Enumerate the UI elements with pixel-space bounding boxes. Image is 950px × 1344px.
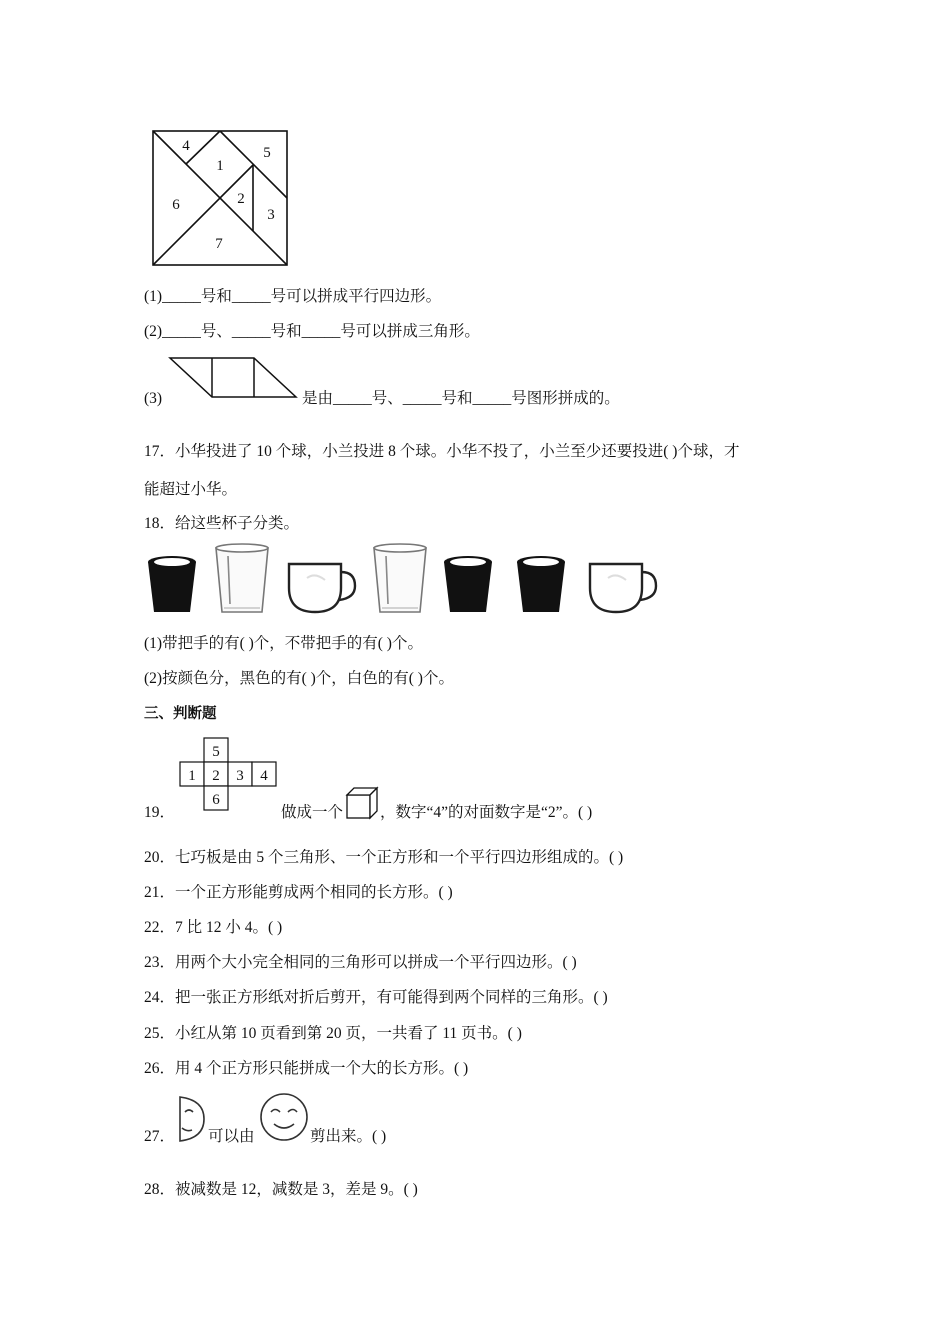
composite-parallelogram-figure: [168, 356, 300, 400]
net-label-5: 5: [212, 744, 220, 760]
q16-part3-number: (3): [144, 390, 163, 407]
cube-net-figure: [178, 736, 280, 810]
glass-icon: [370, 542, 430, 616]
q25: 25．小红从第 10 页看到第 20 页，一共看了 11 页书。( ): [144, 1025, 522, 1042]
tangram-label-5: 5: [263, 145, 271, 161]
tangram-label-2: 2: [237, 191, 245, 207]
q19-rest: ，数字“4”的对面数字是“2”。( ): [380, 804, 593, 821]
q19-middle: 做成一个: [281, 804, 344, 821]
q17-line1: 17．小华投进了 10 个球，小兰投进 8 个球。小华不投了，小兰至少还要投进( )个球，才: [144, 443, 740, 460]
q28: 28．被减数是 12，减数是 3，差是 9。( ): [144, 1181, 418, 1198]
tangram-figure: [150, 128, 290, 268]
half-face-icon: [177, 1094, 207, 1144]
black-cup-icon: [514, 554, 568, 616]
glass-icon: [212, 542, 272, 616]
tangram-label-1: 1: [216, 158, 224, 174]
tangram-label-3: 3: [267, 207, 275, 223]
q21: 21．一个正方形能剪成两个相同的长方形。( ): [144, 884, 453, 901]
q16-part3-text: 是由_____号、_____号和_____号图形拼成的。: [302, 390, 620, 407]
net-label-2: 2: [212, 768, 220, 784]
cube-icon: [345, 786, 379, 820]
q18-sub2: (2)按颜色分，黑色的有( )个，白色的有( )个。: [144, 670, 454, 687]
tangram-label-6: 6: [172, 197, 180, 213]
smiley-face-icon: [259, 1092, 309, 1142]
q16-part1: (1)_____号和_____号可以拼成平行四边形。: [144, 288, 442, 305]
net-label-6: 6: [212, 792, 220, 808]
q22: 22．7 比 12 小 4。( ): [144, 919, 283, 936]
tangram-label-7: 7: [215, 236, 223, 252]
q19-number: 19．: [144, 804, 176, 821]
q16-part2: (2)_____号、_____号和_____号可以拼成三角形。: [144, 323, 480, 340]
q26: 26．用 4 个正方形只能拼成一个大的长方形。( ): [144, 1060, 469, 1077]
q17-line2: 能超过小华。: [144, 481, 238, 498]
black-cup-icon: [441, 554, 495, 616]
net-label-3: 3: [236, 768, 244, 784]
white-mug-icon: [586, 558, 660, 616]
q20: 20．七巧板是由 5 个三角形、一个正方形和一个平行四边形组成的。( ): [144, 849, 624, 866]
black-cup-icon: [145, 554, 199, 616]
white-mug-icon: [285, 558, 359, 616]
q18-title: 18．给这些杯子分类。: [144, 515, 300, 532]
q27-rest: 剪出来。( ): [310, 1128, 387, 1145]
q24: 24．把一张正方形纸对折后剪开，有可能得到两个同样的三角形。( ): [144, 989, 608, 1006]
net-label-1: 1: [188, 768, 196, 784]
q18-sub1: (1)带把手的有( )个，不带把手的有( )个。: [144, 635, 423, 652]
q27-middle: 可以由: [208, 1128, 255, 1145]
section-title-judgement: 三、判断题: [144, 706, 217, 722]
tangram-label-4: 4: [182, 138, 190, 154]
q23: 23．用两个大小完全相同的三角形可以拼成一个平行四边形。( ): [144, 954, 577, 971]
q27-number: 27．: [144, 1128, 176, 1145]
net-label-4: 4: [260, 768, 268, 784]
